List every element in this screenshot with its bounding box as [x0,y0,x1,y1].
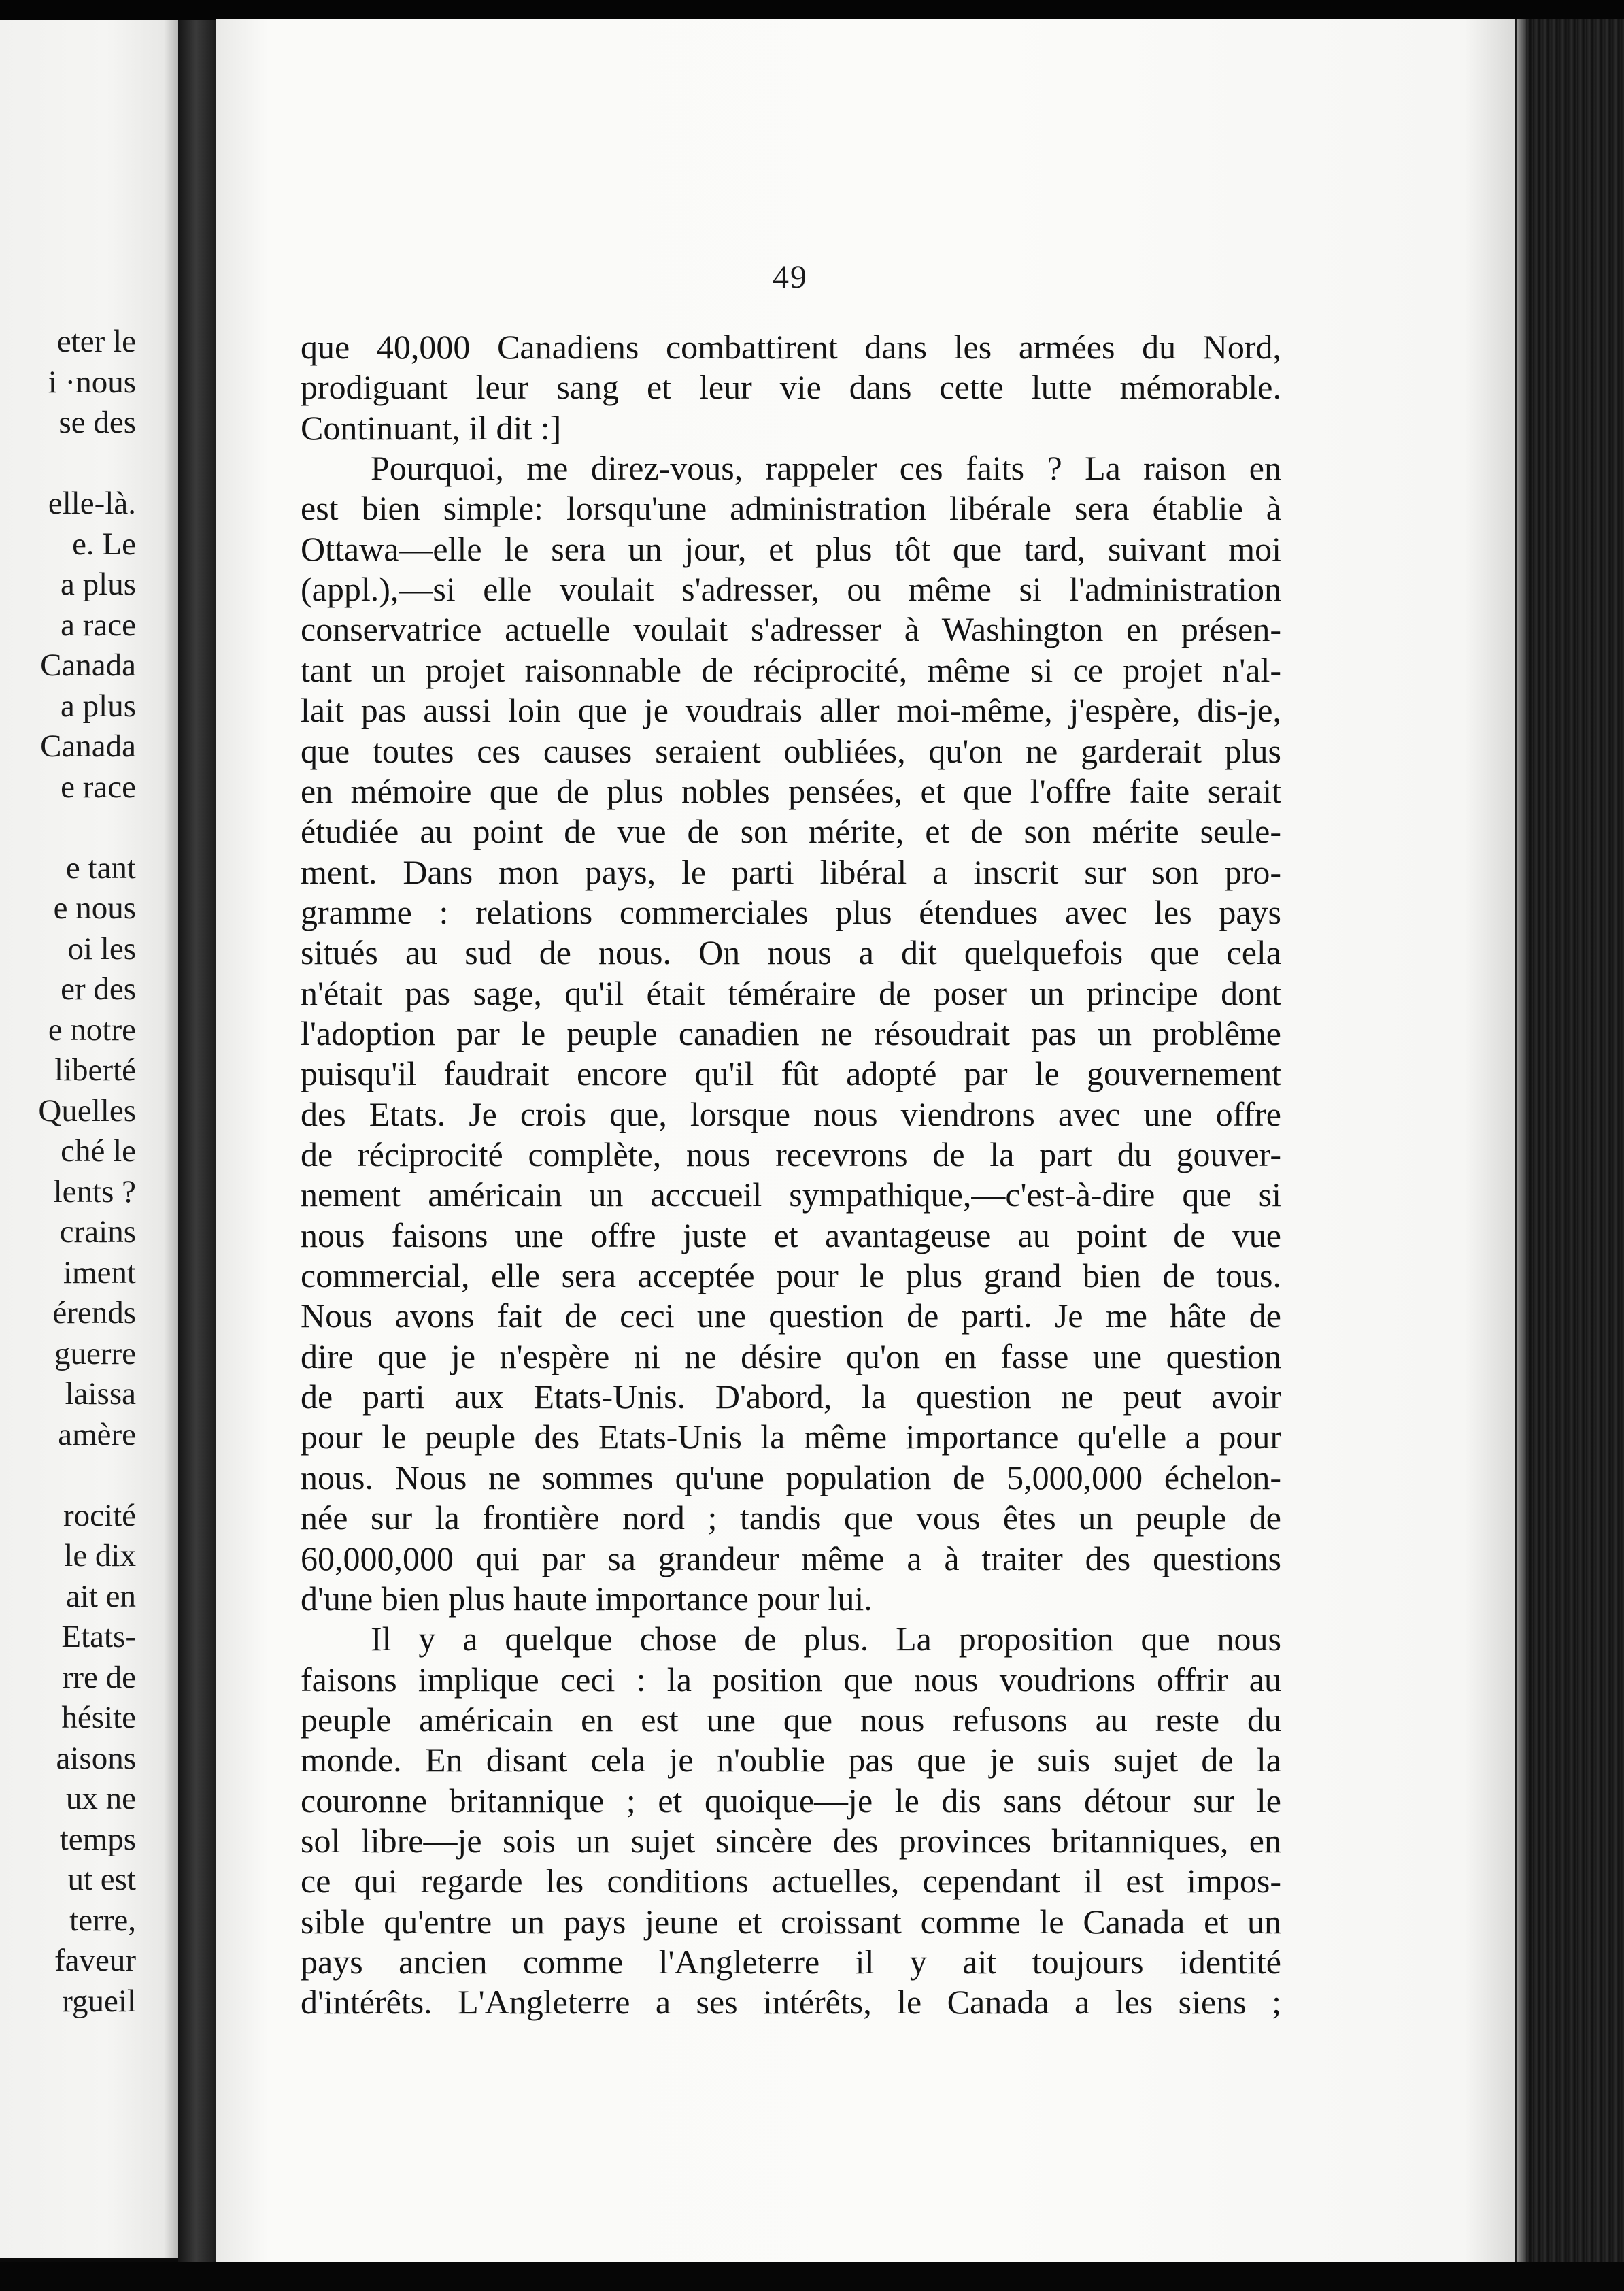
page-edge-highlight [1517,19,1526,2264]
left-page-fragment: Etats- [61,1619,136,1654]
body-line: tant un projet raisonnable de réciprocité, même si ce projet n'al- [301,650,1281,689]
left-page-fragment: guerre [54,1335,136,1371]
body-line: sol libre—je sois un sujet sincère des provinces britanniques, en [301,1821,1281,1860]
body-line: est bien simple: lorsqu'une administration libérale sera établie à [301,489,1281,528]
body-line: Continuant, il dit :] [301,408,562,447]
body-line: nement américain un acccueil sympathique,—c'est-à-dire que si [301,1175,1281,1214]
body-line: de parti aux Etats-Unis. D'abord, la question ne peut avoir [301,1377,1281,1416]
body-line: dire que je n'espère ni ne désire qu'on en fasse une question [301,1337,1281,1375]
left-page-fragment: se des [58,405,136,440]
left-page-fragment: e notre [48,1011,136,1048]
body-line: monde. En disant cela je n'oublie pas que je suis sujet de la [301,1741,1281,1779]
left-page-fragment: crains [59,1214,136,1250]
left-page-fragment: faveur [54,1943,136,1978]
body-line: Pourquoi, me direz-vous, rappeler ces faits ? La raison en [371,449,1281,488]
left-page-fragment: e tant [65,850,136,886]
body-line: d'intérêts. L'Angleterre a ses intérêts, le Canada a les siens ; [301,1983,1281,2022]
body-line: l'adoption par le peuple canadien ne résoudrait pas un problême [301,1014,1281,1052]
left-page-fragment: ut est [67,1862,136,1897]
body-line: commercial, elle sera acceptée pour le plus grand bien de tous. [301,1256,1281,1295]
left-page-fragment: iment [63,1254,136,1290]
body-line: des Etats. Je crois que, lorsque nous viendrons avec une offre [301,1094,1281,1133]
body-line: puisqu'il faudrait encore qu'il fût adopté par le gouvernement [301,1054,1281,1093]
left-page-fragment: ait en [65,1578,136,1614]
left-page-fragment: terre, [69,1902,136,1938]
left-page-fragment: rocité [63,1497,136,1533]
body-line: prodiguant leur sang et leur vie dans cette lutte mémorable. [301,368,1281,407]
body-line: gramme : relations commerciales plus étendues avec les pays [301,892,1281,931]
left-page-fragment: rgueil [62,1983,136,2019]
left-page-fragment: temps [59,1821,136,1857]
left-page-fragment: Quelles [38,1092,136,1128]
body-line: Nous avons fait de ceci une question de parti. Je me hâte de [301,1297,1281,1335]
left-page-fragment: e race [61,769,136,805]
body-line: ce qui regarde les conditions actuelles, cependant il est impos- [301,1862,1281,1901]
left-page-fragment: laissa [65,1376,136,1411]
body-line: que 40,000 Canadiens combattirent dans les armées du Nord, [301,328,1281,366]
left-page-fragment: a race [61,607,136,643]
left-page-fragment: i ·nous [48,364,136,400]
page-number: 49 [773,259,808,295]
body-line: sible qu'entre un pays jeune et croissant comme le Canada et un [301,1902,1281,1941]
left-page-fragment: rre de [62,1659,136,1695]
left-page-fragment: érends [52,1295,136,1331]
left-page-fragment: eter le [56,324,136,359]
body-line: pays ancien comme l'Angleterre il y ait toujours identité [301,1943,1281,1981]
body-line: ment. Dans mon pays, le parti libéral a inscrit sur son pro- [301,852,1281,891]
body-line: 60,000,000 qui par sa grandeur même a à traiter des questions [301,1539,1281,1577]
body-line: nous. Nous ne sommes qu'une population de 5,000,000 échelon- [301,1458,1281,1496]
body-line: nous faisons une offre juste et avantageuse au point de vue [301,1216,1281,1254]
left-page-edge [0,20,178,2258]
left-page-fragment: er des [61,971,136,1007]
body-line: lait pas aussi loin que je voudrais aller moi-même, j'espère, dis-je, [301,691,1281,730]
body-line: conservatrice actuelle voulait s'adresser à Washington en présen- [301,610,1281,649]
left-page-fragment: Canada [40,729,136,764]
body-line: que toutes ces causes seraient oubliées, qu'on ne garderait plus [301,731,1281,770]
body-line: en mémoire que de plus nobles pensées, et que l'offre faite serait [301,771,1281,810]
left-page-fragment: Canada [40,648,136,683]
left-page-fragment: e. Le [72,526,136,562]
left-page-fragment: e nous [53,890,136,926]
body-line: couronne britannique ; et quoique—je le dis sans détour sur le [301,1781,1281,1820]
body-line: née sur la frontière nord ; tandis que vous êtes un peuple de [301,1499,1281,1537]
left-page-fragment: a plus [61,688,136,724]
left-page-fragment: aisons [56,1740,136,1776]
body-line: situés au sud de nous. On nous a dit quelquefois que cela [301,933,1281,972]
left-page-fragment: ché le [61,1133,136,1169]
body-line: (appl.),—si elle voulait s'adresser, ou même si l'administration [301,570,1281,609]
body-line: peuple américain en est une que nous refusons au reste du [301,1700,1281,1739]
body-line: étudiée au point de vue de son mérite, et de son mérite seule- [301,812,1281,851]
body-line: n'était pas sage, qu'il était téméraire de poser un principe dont [301,973,1281,1012]
body-line: d'une bien plus haute importance pour lui. [301,1579,873,1618]
book-gutter [178,20,218,2262]
left-page-fragment: le dix [64,1538,136,1573]
left-page-fragment: hésite [61,1700,136,1735]
left-page-fragment: amère [58,1416,136,1452]
left-page-fragment: elle-là. [48,486,136,521]
body-line: faisons implique ceci : la position que nous voudrions offrir au [301,1660,1281,1699]
left-page-fragment: ux ne [65,1781,136,1816]
body-line: pour le peuple des Etats-Unis la même importance qu'elle a pour [301,1418,1281,1456]
page-edge-stack [1515,19,1624,2264]
scan-bottom-border [0,2262,1624,2291]
body-line: Ottawa—elle le sera un jour, et plus tôt que tard, suivant moi [301,529,1281,568]
left-page-fragment: a plus [61,567,136,602]
left-page-fragment: lents ? [53,1173,136,1209]
body-line: Il y a quelque chose de plus. La proposition que nous [371,1620,1281,1658]
left-page-fragment: liberté [54,1052,136,1088]
body-line: de réciprocité complète, nous recevrons de la part du gouver- [301,1135,1281,1173]
left-page-fragment: oi les [67,931,136,967]
